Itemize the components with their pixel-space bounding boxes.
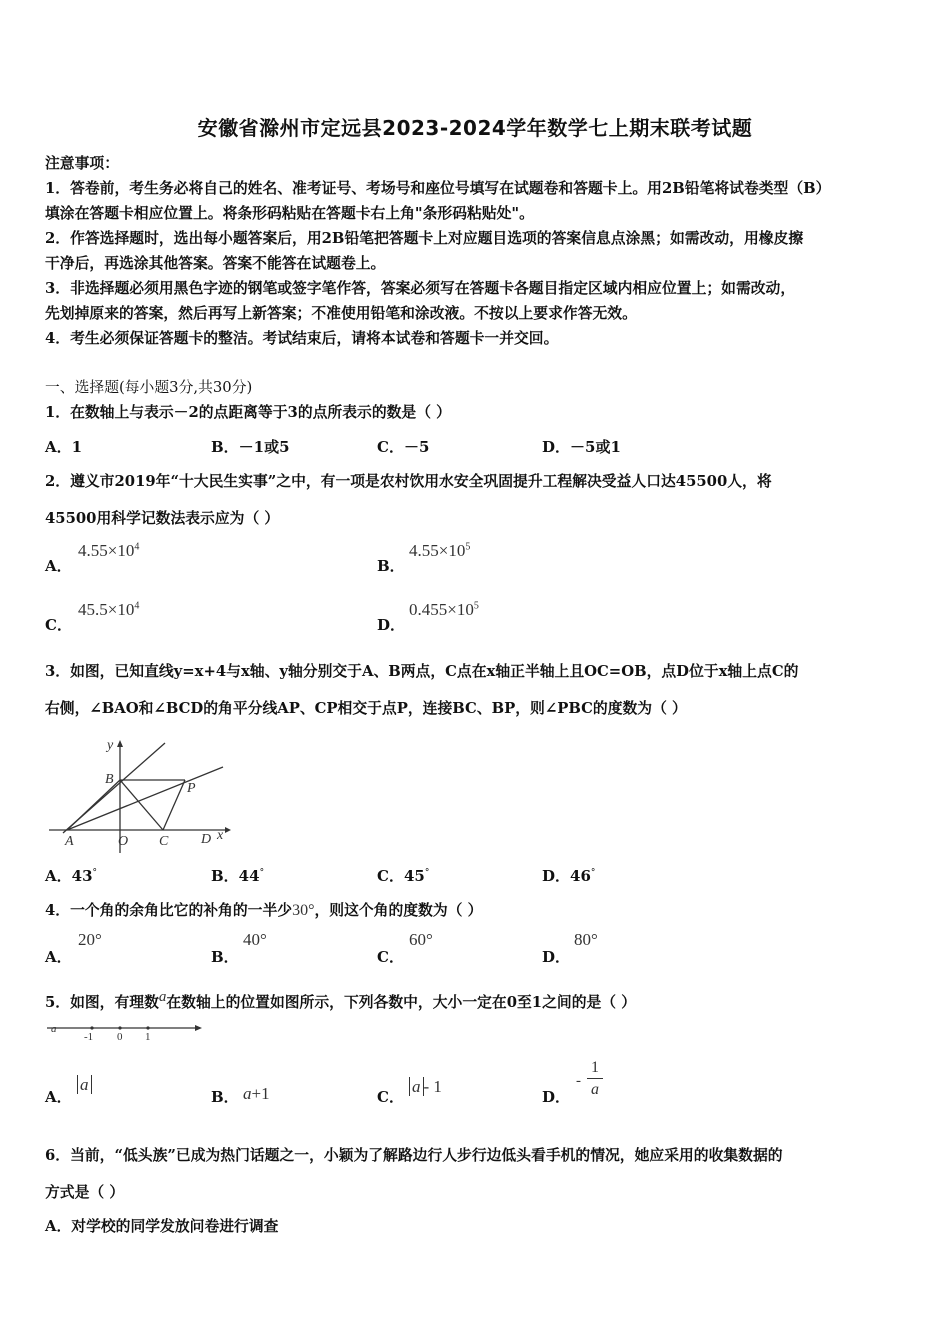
q1-option-c: C．－5 xyxy=(377,438,430,456)
label-b: B xyxy=(105,772,114,787)
segment-bc xyxy=(120,780,163,830)
axis-label-one: 1 xyxy=(145,1031,151,1043)
q4-option-a: A． xyxy=(45,948,72,966)
q4-option-d-math: 80° xyxy=(574,930,598,949)
label-x: x xyxy=(217,828,224,843)
q5-option-c-math: a - 1 xyxy=(409,1077,442,1097)
label-a: A xyxy=(65,834,74,849)
q1-option-d: D．－5或1 xyxy=(542,438,621,456)
q4-option-b: B． xyxy=(211,948,239,966)
axis-label-a: a xyxy=(51,1023,57,1035)
axis-label-minus-one: -1 xyxy=(84,1031,94,1043)
q1-stem: 1．在数轴上与表示－2的点距离等于3的点所表示的数是（ ） xyxy=(45,404,451,421)
label-o: O xyxy=(118,834,129,849)
q5-stem: 5．如图，有理数a在数轴上的位置如图所示，下列各数中，大小一定在0至1之间的是（ ） xyxy=(45,989,637,1011)
q5-option-d-fraction xyxy=(587,1058,603,1101)
notice-heading: 注意事项： xyxy=(45,155,119,172)
line-ap xyxy=(67,767,223,830)
q3-stem-line1: 3．如图，已知直线y=x+4与x轴、y轴分别交于A、B两点，C点在x轴正半轴上且OC=OB，点D位于x轴上点C的 xyxy=(45,663,799,680)
q3-option-c: C．45° xyxy=(377,867,430,885)
fraction-numerator: 1 xyxy=(591,1059,599,1076)
page-title: 安徽省滁州市定远县2023-2024学年数学七上期末联考试题 xyxy=(197,116,753,140)
q2-stem-line2: 45500用科学记数法表示应为（ ） xyxy=(45,510,280,527)
section-heading: 一、选择题(每小题3分,共30分) xyxy=(45,379,253,396)
label-p: P xyxy=(187,781,196,796)
q4-stem: 4．一个角的余角比它的补角的一半少30°，则这个角的度数为（ ） xyxy=(45,902,483,919)
notice-line: 填涂在答题卡相应位置上。将条形码粘贴在答题卡右上角"条形码粘贴处"。 xyxy=(45,205,534,222)
q5-option-a: A． xyxy=(45,1088,72,1106)
q4-option-a-math: 20° xyxy=(78,930,102,949)
q1-option-b: B．－1或5 xyxy=(211,438,290,456)
q2-option-b-math: $4.55\times 10^5$ xyxy=(409,541,471,560)
q5-option-a-math: a xyxy=(77,1075,92,1095)
q4-option-c: C． xyxy=(377,948,404,966)
q2-option-c-math: $45.5\times 10^4$ xyxy=(78,600,140,619)
axis-label-zero: 0 xyxy=(117,1031,123,1043)
notice-line: 干净后，再选涂其他答案。答案不能答在试题卷上。 xyxy=(45,255,386,272)
q4-option-b-math: 40° xyxy=(243,930,267,949)
notice-line: 先划掉原来的答案，然后再写上新答案；不准使用铅笔和涂改液。不按以上要求作答无效。 xyxy=(45,305,637,322)
segment-cp xyxy=(163,780,185,830)
q2-option-b: B． xyxy=(377,557,405,575)
q3-stem-line2: 右侧，∠BAO和∠BCD的角平分线AP、CP相交于点P，连接BC、BP，则∠PBC的度数为（ ） xyxy=(45,700,687,717)
q5-option-d: D． xyxy=(542,1088,571,1106)
q2-stem-line1: 2．遵义市2019年“十大民生实事”之中，有一项是农村饮用水安全巩固提升工程解决受益人口达45500人，将 xyxy=(45,473,772,490)
label-d: D xyxy=(201,832,212,847)
q2-option-d-math: $0.455\times 10^5$ xyxy=(409,600,479,619)
notice-line: 4．考生必须保证答题卡的整洁。考试结束后，请将本试卷和答题卡一并交回。 xyxy=(45,330,559,347)
notice-line: 1．答卷前，考生务必将自己的姓名、准考证号、考场号和座位号填写在试题卷和答题卡上。用2B铅笔将试卷类型（B） xyxy=(45,180,831,197)
q6-stem-line2: 方式是（ ） xyxy=(45,1184,125,1201)
q4-option-d: D． xyxy=(542,948,571,966)
q1-option-a: A．1 xyxy=(45,438,83,456)
notice-line: 2．作答选择题时，选出每小题答案后，用2B铅笔把答题卡上对应题目选项的答案信息点涂黑；如需改动，用橡皮擦 xyxy=(45,230,804,247)
q2-option-d: D． xyxy=(377,616,406,634)
q5-option-c: C． xyxy=(377,1088,404,1106)
q3-option-b: B．44° xyxy=(211,867,265,885)
q2-option-a-math: $4.55\times 10^4$ xyxy=(78,541,140,560)
q5-option-b: B． xyxy=(211,1088,239,1106)
q5-number-line xyxy=(45,1018,205,1044)
q6-stem-line1: 6．当前，“低头族”已成为热门话题之一，小颖为了解路边行人步行边低头看手机的情况，她应采用的收集数据的 xyxy=(45,1147,783,1164)
q5-option-d-sign: - xyxy=(576,1073,581,1089)
q3-geometry-figure xyxy=(45,735,235,855)
label-y: y xyxy=(107,738,114,753)
q4-option-c-math: 60° xyxy=(409,930,433,949)
fraction-denominator: a xyxy=(591,1081,599,1098)
q2-option-a: A． xyxy=(45,557,72,575)
notice-line: 3．非选择题必须用黑色字迹的钢笔或签字笔作答，答案必须写在答题卡各题目指定区域内相应位置上；如需改动， xyxy=(45,280,796,297)
q3-option-d: D．46° xyxy=(542,867,596,885)
q5-option-b-math: a+1 xyxy=(243,1084,270,1103)
q2-option-c: C． xyxy=(45,616,72,634)
label-c: C xyxy=(159,834,169,849)
q6-option-a: A．对学校的同学发放问卷进行调查 xyxy=(45,1218,279,1235)
q3-option-a: A．43° xyxy=(45,867,98,885)
